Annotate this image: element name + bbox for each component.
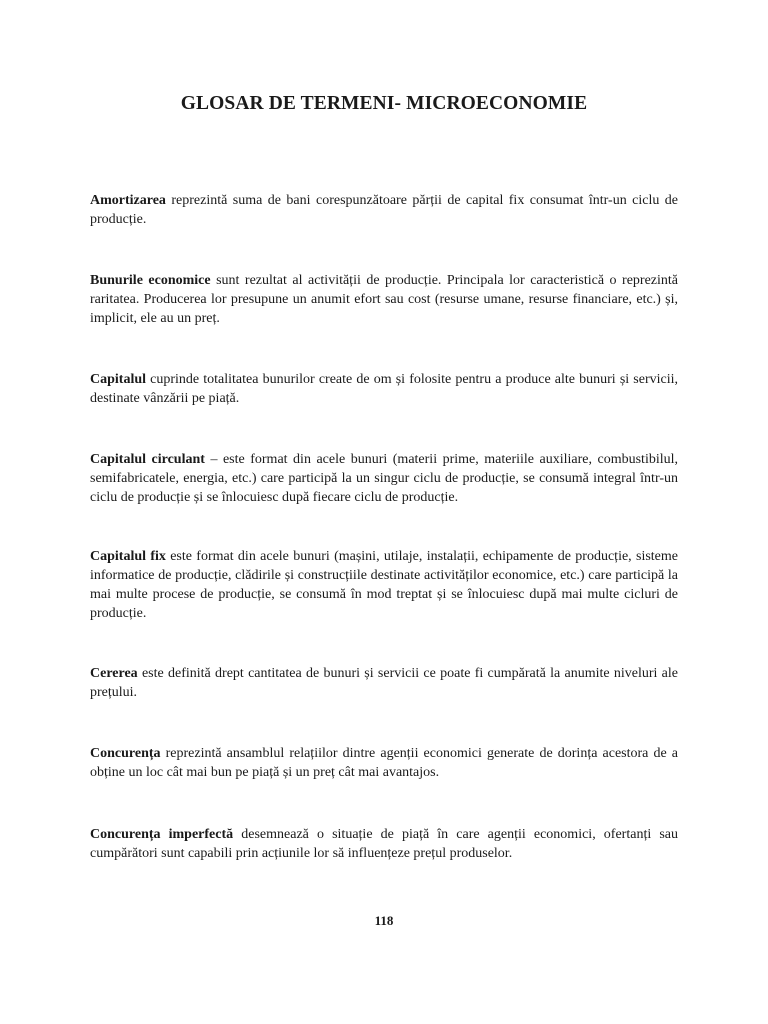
glossary-term: Cererea [90, 666, 138, 681]
glossary-entry-concurenta [90, 744, 678, 782]
glossary-term: Capitalul circulant [90, 452, 205, 467]
glossary-term: Capitalul fix [90, 549, 166, 564]
glossary-definition: desemnează o situație de piață în care agenții economici, ofertanți sau cumpărători sunt capabili prin acțiunile lor să influențeze prețul produselor. [90, 827, 678, 861]
glossary-term: Bunurile economice [90, 273, 211, 288]
glossary-entry-bunurile-economice [90, 271, 678, 328]
glossary-definition: cuprinde totalitatea bunurilor create de om și folosite pentru a produce alte bunuri și servicii, destinate vânzării pe piață. [90, 372, 678, 406]
glossary-definition: este format din acele bunuri (mașini, utilaje, instalații, echipamente de producție, sisteme informatice de producție, clădirile și construcțiile destinate activităților economice, etc.) care participă la mai multe procese de producție, se consumă în mod treptat și se înlocuiesc după mai multe cicluri de producție. [90, 549, 678, 621]
glossary-definition: reprezintă suma de bani corespunzătoare părții de capital fix consumat într-un ciclu de producție. [90, 193, 678, 227]
page-title: GLOSAR DE TERMENI- MICROECONOMIE [180, 93, 588, 114]
glossary-entry-capitalul-fix [90, 547, 678, 623]
glossary-term: Concurența imperfectă [90, 827, 234, 842]
glossary-definition: reprezintă ansamblul relațiilor dintre agenții economici generate de dorința acestora de a obține un loc cât mai bun pe piață și un preț cât mai avantajos. [90, 746, 678, 780]
glossary-term: Amortizarea [90, 193, 166, 208]
glossary-term: Concurența [90, 746, 161, 761]
glossary-definition: sunt rezultat al activității de producție. Principala lor caracteristică o reprezintă raritatea. Producerea lor presupune un anumit efort sau cost (resurse umane, resurse financiare, etc.) și, implicit, ele au un preț. [90, 273, 678, 326]
glossary-term: Capitalul [90, 372, 147, 387]
glossary-entry-concurenta-imperfecta [90, 825, 678, 863]
glossary-definition: – este format din acele bunuri (materii prime, materiile auxiliare, combustibilul, semifabricatele, energia, etc.) care participă la un singur ciclu de producție, se consumă integral într-un ciclu de producție și se înlocuiesc după fiecare ciclu de producție. [90, 452, 678, 505]
glossary-entry-capitalul-circulant [90, 450, 678, 507]
page-number: 118 [374, 913, 394, 928]
glossary-definition: este definită drept cantitatea de bunuri și servicii ce poate fi cumpărată la anumite niveluri ale prețului. [90, 666, 678, 700]
glossary-entry-capitalul [90, 370, 678, 408]
glossary-entry-cererea [90, 664, 678, 702]
glossary-entry-amortizarea [90, 191, 678, 229]
